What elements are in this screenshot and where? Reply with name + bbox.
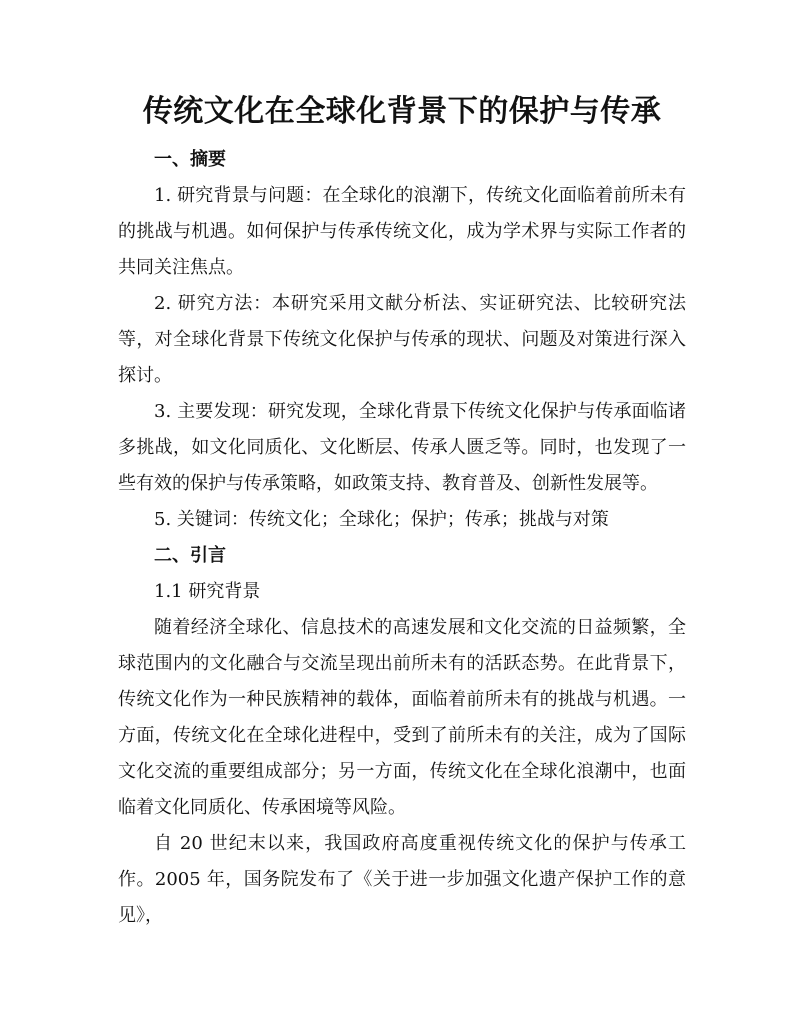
- section-heading-introduction: 二、引言: [154, 545, 226, 566]
- intro-paragraph-2: 自 20 世纪末以来，我国政府高度重视传统文化的保护与传承工作。2005 年，国务院发布了《关于进一步加强文化遗产保护工作的意见》，: [118, 833, 686, 926]
- intro-paragraph-1: 随着经济全球化、信息技术的高速发展和文化交流的日益频繁，全球范围内的文化融合与交流呈现出前所未有的活跃态势。在此背景下，传统文化作为一种民族精神的载体，面临着前所未有的挑战与机遇。一方面，传统文化在全球化进程中，受到了前所未有的关注，成为了国际文化交流的重要组成部分；另一方面，传统文化在全球化浪潮中，也面临着文化同质化、传承困境等风险。: [118, 617, 686, 818]
- document-page: [118, 88, 686, 934]
- section-heading-abstract: 一、摘要: [154, 149, 226, 170]
- abstract-paragraph-findings: 3. 主要发现：研究发现，全球化背景下传统文化保护与传承面临诸多挑战，如文化同质化、文化断层、传承人匮乏等。同时，也发现了一些有效的保护与传承策略，如政策支持、教育普及、创新性发展等。: [118, 401, 686, 494]
- subsection-heading-background: 1.1 研究背景: [154, 581, 261, 602]
- document-title: 传统文化在全球化背景下的保护与传承: [142, 94, 662, 129]
- abstract-paragraph-background: 1. 研究背景与问题：在全球化的浪潮下，传统文化面临着前所未有的挑战与机遇。如何保护与传承传统文化，成为学术界与实际工作者的共同关注焦点。: [118, 185, 686, 278]
- abstract-paragraph-keywords: 5. 关键词：传统文化；全球化；保护；传承；挑战与对策: [154, 509, 609, 530]
- abstract-paragraph-methods: 2. 研究方法：本研究采用文献分析法、实证研究法、比较研究法等，对全球化背景下传统文化保护与传承的现状、问题及对策进行深入探讨。: [118, 293, 686, 386]
